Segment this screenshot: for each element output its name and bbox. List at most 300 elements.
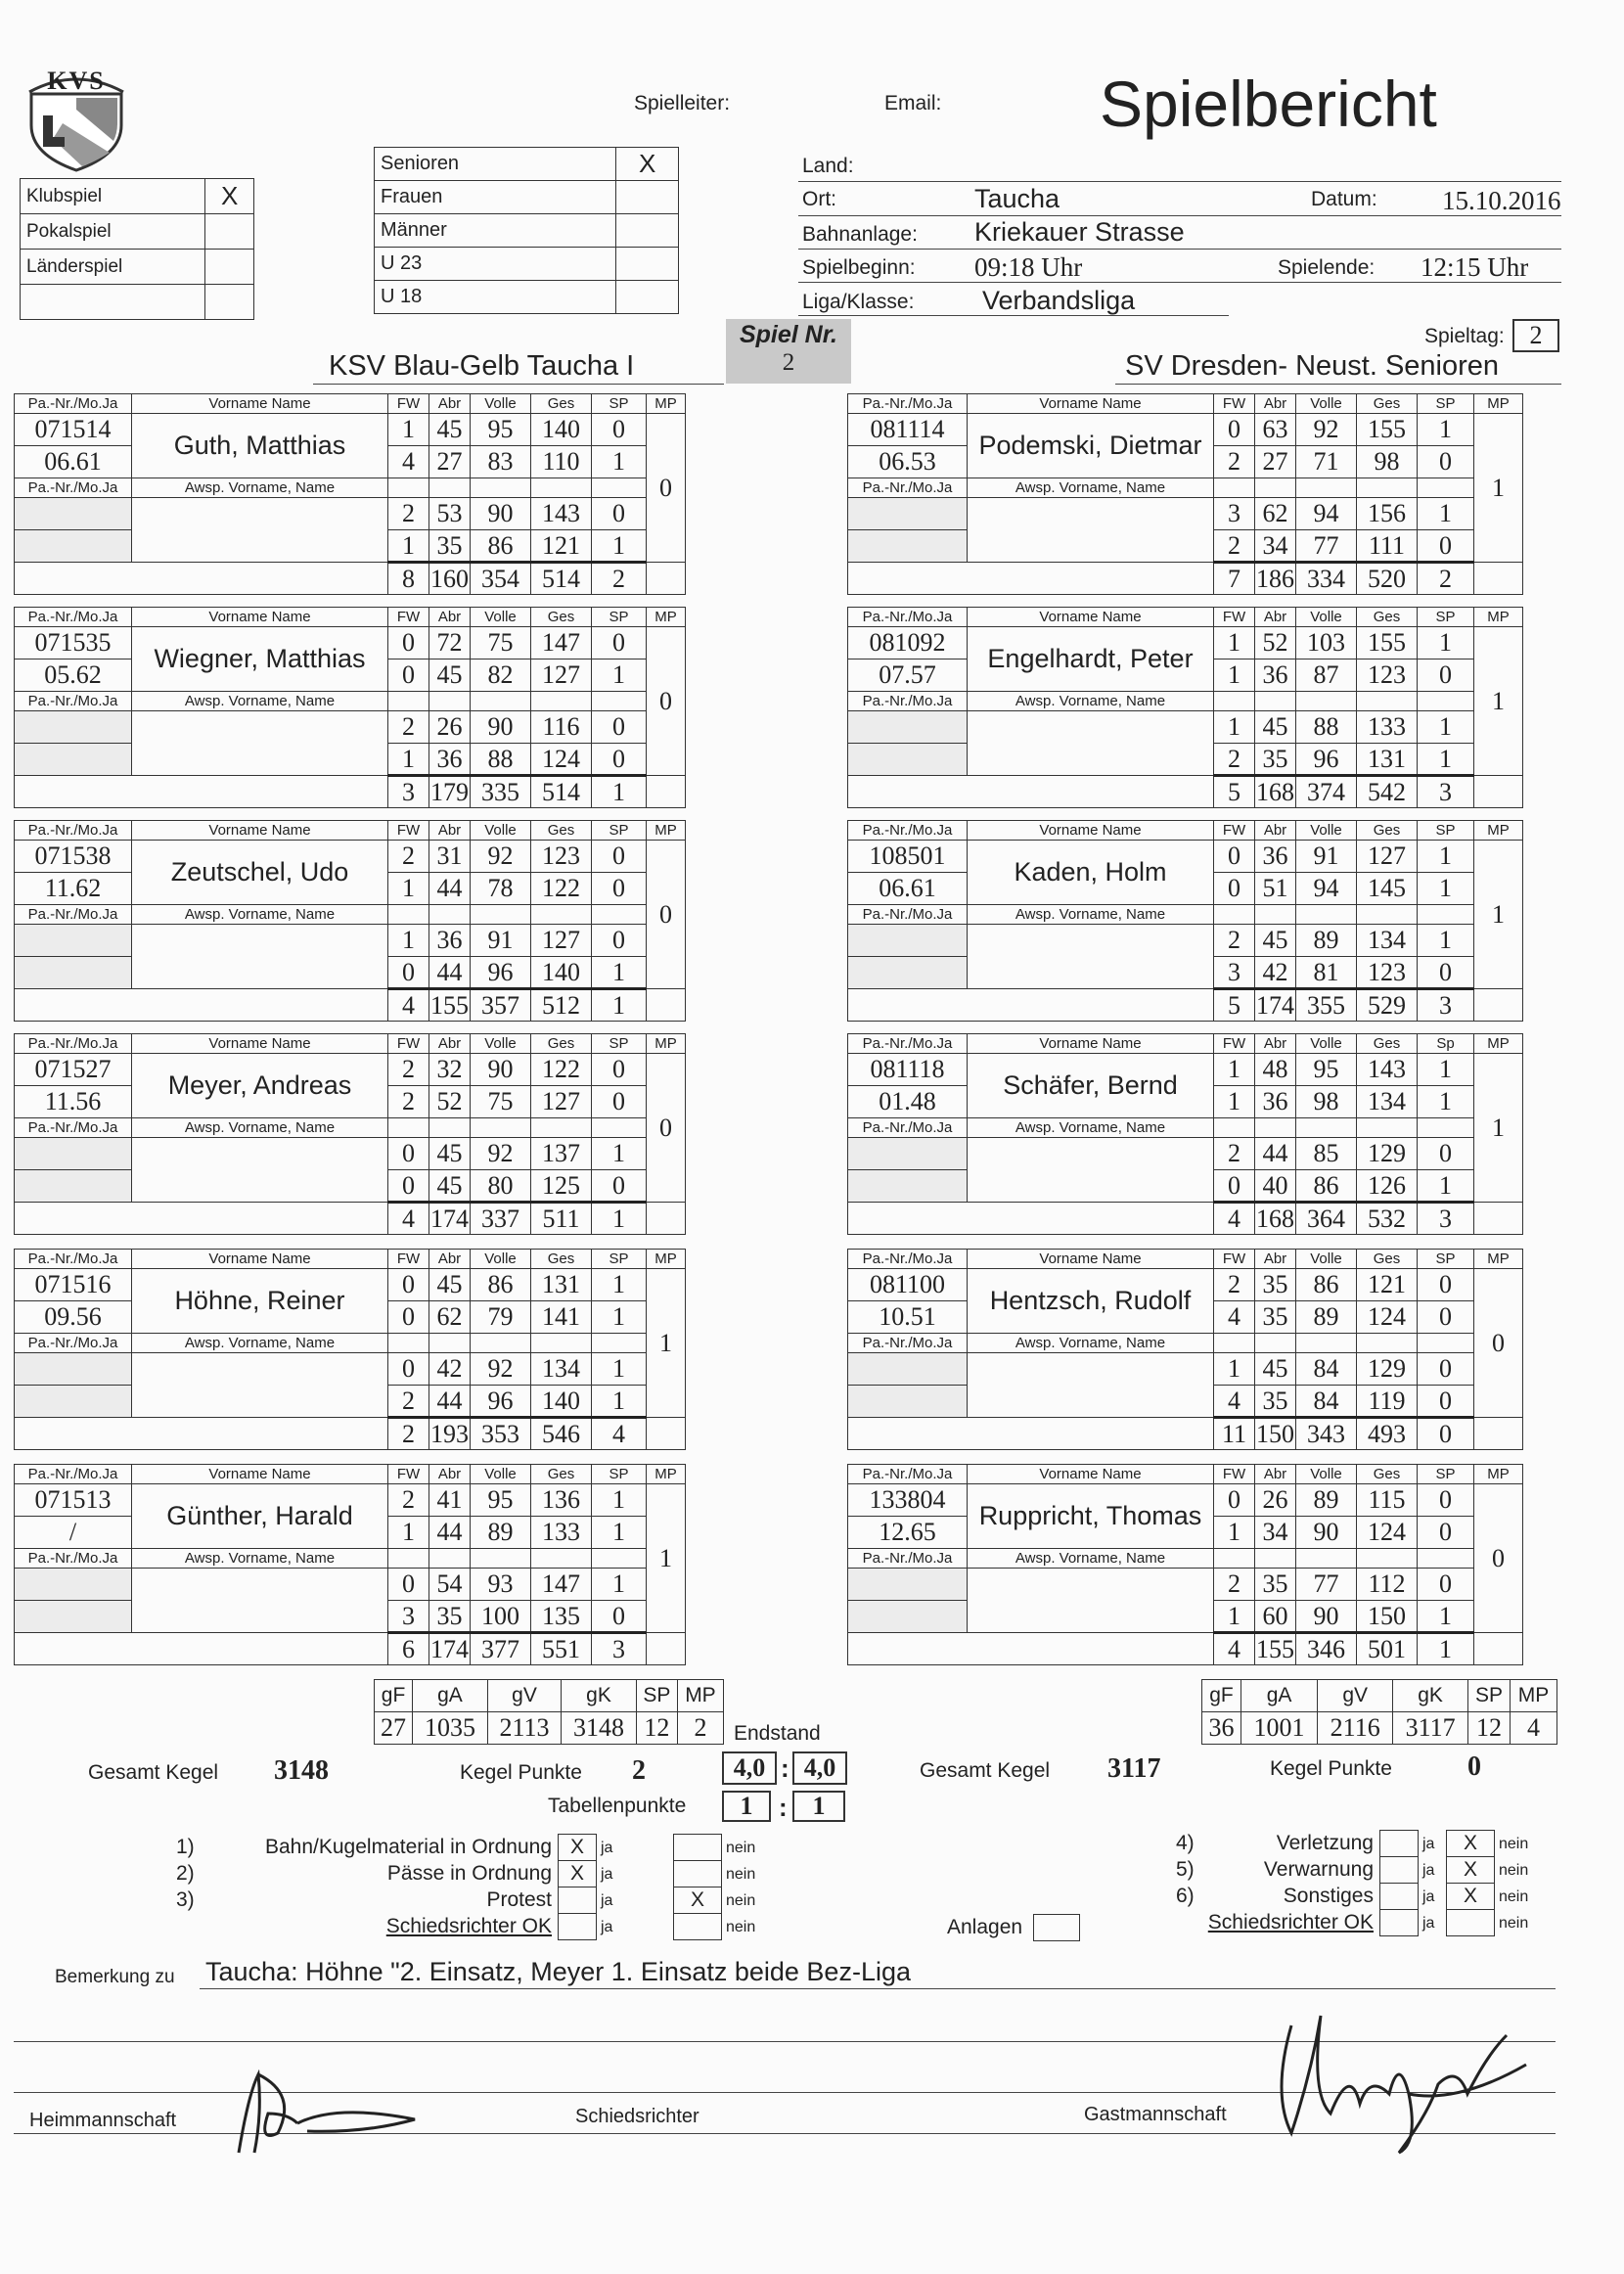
- awsp-header: Awsp. Vorname, Name: [132, 1118, 388, 1138]
- score-cell: 90: [1296, 1601, 1357, 1633]
- total-cell: 520: [1357, 563, 1418, 595]
- mp-header: MP: [647, 1465, 686, 1484]
- score-cell: 1: [592, 1138, 647, 1170]
- category-row: [375, 281, 679, 314]
- score-cell: 51: [1255, 873, 1296, 905]
- total-row: [848, 776, 1523, 808]
- match-point: 1: [647, 1269, 686, 1418]
- nein-checkbox[interactable]: X: [673, 1887, 722, 1914]
- birth-date: 06.61: [15, 446, 132, 478]
- abr-header: Abr: [1255, 1034, 1296, 1054]
- score-cell: 141: [531, 1301, 592, 1334]
- name-header: Vorname Name: [968, 1465, 1214, 1484]
- game-type-row: [21, 250, 254, 285]
- bahn-value: Kriekauer Strasse: [974, 217, 1185, 247]
- name-header: Vorname Name: [968, 394, 1214, 414]
- substitute-header-row: [15, 1549, 686, 1569]
- empty-cell: [1255, 1118, 1296, 1138]
- empty-cell: [592, 1118, 647, 1138]
- sum-header: gF: [375, 1680, 413, 1712]
- ort-label: Ort:: [802, 188, 836, 210]
- ges-header: Ges: [531, 394, 592, 414]
- total-cell: 343: [1296, 1418, 1357, 1450]
- sum-value: 2: [677, 1712, 723, 1745]
- fw-header: FW: [388, 1034, 429, 1054]
- player-name: Wiegner, Matthias: [132, 627, 388, 692]
- name-header: Vorname Name: [968, 1250, 1214, 1269]
- fw-header: FW: [1214, 608, 1255, 627]
- score-cell: 0: [592, 841, 647, 873]
- player-name: Guth, Matthias: [132, 414, 388, 478]
- substitute-pass: [15, 1601, 132, 1633]
- score-cell: 52: [1255, 627, 1296, 659]
- awsp-header: Awsp. Vorname, Name: [968, 478, 1214, 498]
- score-cell: 1: [1418, 841, 1474, 873]
- away-team-line: [1115, 384, 1561, 385]
- score-cell: 124: [531, 744, 592, 776]
- ja-checkbox[interactable]: [1379, 1830, 1419, 1857]
- total-cell: 334: [1296, 563, 1357, 595]
- empty-cell: [1357, 478, 1418, 498]
- score-cell: 0: [388, 1170, 429, 1203]
- match-point: 0: [647, 1054, 686, 1203]
- score-row: [15, 1138, 686, 1170]
- substitute-header-row: [848, 478, 1523, 498]
- spielnr-value: 2: [782, 349, 795, 376]
- pass-header: Pa.-Nr./Mo.Ja: [15, 1334, 132, 1353]
- score-cell: 34: [1255, 530, 1296, 563]
- abr-header: Abr: [429, 1250, 471, 1269]
- score-row: [848, 1054, 1523, 1086]
- total-cell: 4: [1214, 1203, 1255, 1235]
- check-label: Schiedsrichter OK: [1207, 1911, 1374, 1933]
- ges-header: Ges: [1357, 821, 1418, 841]
- total-cell: 346: [1296, 1633, 1357, 1665]
- score-cell: 85: [1296, 1138, 1357, 1170]
- home-gesamt-value: 3148: [274, 1755, 329, 1786]
- score-cell: 127: [531, 925, 592, 957]
- empty-cell: [1418, 1549, 1474, 1569]
- total-cell: 8: [388, 563, 429, 595]
- match-point: 1: [647, 1484, 686, 1633]
- nein-checkbox[interactable]: [673, 1913, 722, 1940]
- score-cell: 35: [429, 530, 471, 563]
- ges-header: Ges: [1357, 1250, 1418, 1269]
- score-cell: 4: [1214, 1301, 1255, 1334]
- datum-label: Datum:: [1311, 188, 1377, 210]
- abr-header: Abr: [429, 1465, 471, 1484]
- player-name: Zeutschel, Udo: [132, 841, 388, 905]
- category-label: Frauen: [375, 181, 616, 214]
- score-cell: 133: [1357, 711, 1418, 744]
- score-cell: 1: [1214, 1086, 1255, 1118]
- name-header: Vorname Name: [968, 608, 1214, 627]
- score-cell: 35: [1255, 1301, 1296, 1334]
- score-cell: 127: [1357, 841, 1418, 873]
- total-cell: 150: [1256, 1419, 1294, 1448]
- mp-header: MP: [1474, 1250, 1523, 1269]
- check-label: Schiedsrichter OK: [385, 1915, 552, 1937]
- awsp-header: Awsp. Vorname, Name: [968, 1334, 1214, 1353]
- check-label: Protest: [486, 1888, 552, 1911]
- category-mark: [616, 281, 679, 314]
- pass-header: Pa.-Nr./Mo.Ja: [848, 1250, 968, 1269]
- referee-signature-label: Schiedsrichter: [575, 2106, 699, 2127]
- empty-cell: [1418, 478, 1474, 498]
- ja-checkbox[interactable]: [1379, 1909, 1419, 1936]
- empty-cell: [592, 905, 647, 925]
- ja-checkbox[interactable]: [1379, 1856, 1419, 1884]
- volle-header: Volle: [471, 1250, 531, 1269]
- awsp-header: Awsp. Vorname, Name: [132, 1334, 388, 1353]
- nein-checkbox[interactable]: [673, 1860, 722, 1887]
- pass-header: Pa.-Nr./Mo.Ja: [848, 1034, 968, 1054]
- score-cell: 77: [1296, 530, 1357, 563]
- empty-cell: [1214, 1118, 1255, 1138]
- substitute-name: [968, 498, 1214, 563]
- total-cell: 377: [471, 1633, 531, 1665]
- score-cell: 1: [592, 659, 647, 692]
- score-row: [15, 1484, 686, 1517]
- substitute-pass: [848, 1601, 968, 1633]
- score-row: [15, 1353, 686, 1386]
- score-cell: 137: [531, 1138, 592, 1170]
- score-cell: 112: [1357, 1569, 1418, 1601]
- beginn-value: 09:18 Uhr: [974, 252, 1083, 282]
- category-mark: [616, 214, 679, 248]
- empty-cell: [1255, 478, 1296, 498]
- empty-cell: [1418, 905, 1474, 925]
- substitute-pass: [15, 1569, 132, 1601]
- abr-header: Abr: [1255, 394, 1296, 414]
- player-name: Hentzsch, Rudolf: [968, 1269, 1214, 1334]
- ja-checkbox[interactable]: [558, 1913, 597, 1940]
- awsp-header: Awsp. Vorname, Name: [132, 1549, 388, 1569]
- score-cell: 45: [429, 1170, 471, 1203]
- tabellen-away: 1: [792, 1791, 845, 1822]
- total-cell: 4: [388, 989, 429, 1022]
- ja-checkbox[interactable]: [558, 1887, 597, 1914]
- score-cell: 45: [1255, 711, 1296, 744]
- pass-header: Pa.-Nr./Mo.Ja: [848, 1334, 968, 1353]
- pass-number: 071538: [15, 841, 132, 873]
- fw-header: FW: [1214, 1250, 1255, 1269]
- check-label: Verletzung: [1276, 1832, 1374, 1854]
- sp-header: SP: [592, 1034, 647, 1054]
- player-name: Kaden, Holm: [968, 841, 1214, 905]
- sum-header: gV: [487, 1680, 561, 1712]
- score-cell: 98: [1296, 1086, 1357, 1118]
- total-cell: 2: [592, 563, 647, 595]
- score-cell: 44: [429, 957, 471, 989]
- birth-date: 11.62: [15, 873, 132, 905]
- away-punkte-label: Kegel Punkte: [1270, 1757, 1392, 1780]
- score-cell: 75: [471, 1086, 531, 1118]
- category-mark: [616, 248, 679, 281]
- ja-label: ja: [1422, 1862, 1435, 1879]
- score-cell: 1: [1418, 1054, 1474, 1086]
- sum-value: 12: [1468, 1712, 1511, 1745]
- sp-header: SP: [592, 1250, 647, 1269]
- pass-number: 071527: [15, 1054, 132, 1086]
- sp-header: SP: [592, 1465, 647, 1484]
- score-cell: 91: [1296, 841, 1357, 873]
- score-cell: 1: [1214, 711, 1255, 744]
- score-cell: 0: [388, 659, 429, 692]
- check-number: 5): [1176, 1858, 1195, 1881]
- away-player-table: [847, 607, 1523, 808]
- empty-cell: [1357, 905, 1418, 925]
- substitute-name: [132, 498, 388, 563]
- substitute-name: [968, 1569, 1214, 1633]
- away-player-table: [847, 1464, 1523, 1665]
- empty-cell: [471, 905, 531, 925]
- name-header: Vorname Name: [968, 821, 1214, 841]
- score-cell: 1: [1418, 1170, 1474, 1203]
- score-cell: 136: [531, 1484, 592, 1517]
- fw-header: FW: [388, 608, 429, 627]
- substitute-name: [132, 1569, 388, 1633]
- player-name: Meyer, Andreas: [132, 1054, 388, 1118]
- score-cell: 52: [429, 1086, 471, 1118]
- score-cell: 124: [1357, 1301, 1418, 1334]
- away-gesamt-label: Gesamt Kegel: [920, 1759, 1051, 1782]
- check-number: 4): [1176, 1832, 1195, 1854]
- sp-header: SP: [1418, 608, 1474, 627]
- home-player-table: [14, 393, 686, 595]
- score-cell: 82: [471, 659, 531, 692]
- check-label: Bahn/Kugelmaterial in Ordnung: [264, 1836, 552, 1858]
- home-punkte-label: Kegel Punkte: [460, 1761, 582, 1784]
- match-point: 1: [1474, 627, 1523, 776]
- total-mp-empty: [1474, 776, 1523, 808]
- substitute-pass: [15, 1138, 132, 1170]
- score-cell: 0: [1418, 1301, 1474, 1334]
- score-cell: 45: [429, 1138, 471, 1170]
- home-punkte-value: 2: [632, 1755, 646, 1786]
- score-cell: 0: [388, 1353, 429, 1386]
- score-cell: 98: [1357, 446, 1418, 478]
- empty-cell: [531, 692, 592, 711]
- total-cell: 174: [430, 1204, 469, 1233]
- score-cell: 62: [429, 1301, 471, 1334]
- ja-checkbox[interactable]: [1379, 1883, 1419, 1910]
- score-cell: 78: [471, 873, 531, 905]
- substitute-pass: [15, 957, 132, 989]
- mp-header: MP: [647, 608, 686, 627]
- away-punkte-value: 0: [1467, 1751, 1481, 1782]
- total-cell: 1: [1418, 1633, 1474, 1665]
- check-number: 1): [176, 1836, 195, 1858]
- total-spacer: [848, 776, 1214, 808]
- birth-date: 11.56: [15, 1086, 132, 1118]
- bahn-label: Bahnanlage:: [802, 223, 918, 246]
- nein-checkbox[interactable]: [1446, 1909, 1495, 1936]
- sum-header: gV: [1318, 1680, 1393, 1712]
- score-cell: 1: [1418, 925, 1474, 957]
- tabellen-home: 1: [722, 1791, 771, 1822]
- nein-checkbox[interactable]: X: [1446, 1883, 1495, 1910]
- email-label: Email:: [884, 92, 942, 114]
- anlagen-label: Anlagen: [947, 1916, 1023, 1938]
- score-cell: 41: [429, 1484, 471, 1517]
- mp-header: MP: [647, 1034, 686, 1054]
- substitute-pass: [848, 711, 968, 744]
- volle-header: Volle: [1296, 1250, 1357, 1269]
- nein-checkbox[interactable]: [673, 1834, 722, 1861]
- score-cell: 1: [388, 530, 429, 563]
- nein-checkbox[interactable]: X: [1446, 1856, 1495, 1884]
- score-cell: 35: [1255, 744, 1296, 776]
- score-row: [848, 498, 1523, 530]
- score-cell: 140: [531, 414, 592, 446]
- total-cell: 493: [1357, 1418, 1418, 1450]
- volle-header: Volle: [1296, 1034, 1357, 1054]
- beginn-line: [798, 282, 1561, 283]
- score-cell: 0: [592, 1170, 647, 1203]
- score-cell: 1: [1418, 711, 1474, 744]
- total-cell: 4: [1214, 1633, 1255, 1665]
- total-row: [15, 1203, 686, 1235]
- empty-cell: [1255, 905, 1296, 925]
- score-cell: 36: [1255, 1086, 1296, 1118]
- score-cell: 26: [1255, 1484, 1296, 1517]
- empty-cell: [1357, 1334, 1418, 1353]
- score-cell: 2: [1214, 744, 1255, 776]
- score-row: [15, 1054, 686, 1086]
- total-cell: 3: [592, 1633, 647, 1665]
- score-cell: 44: [1255, 1138, 1296, 1170]
- empty-cell: [1418, 1118, 1474, 1138]
- score-row: [15, 498, 686, 530]
- nein-checkbox[interactable]: X: [1446, 1830, 1495, 1857]
- ja-checkbox[interactable]: X: [558, 1860, 597, 1887]
- sum-header: SP: [1468, 1680, 1511, 1712]
- abr-header: Abr: [1255, 1250, 1296, 1269]
- empty-cell: [1296, 1118, 1357, 1138]
- mp-header: MP: [1474, 1465, 1523, 1484]
- score-cell: 1: [1418, 1086, 1474, 1118]
- pass-header: Pa.-Nr./Mo.Ja: [15, 394, 132, 414]
- player-name: Günther, Harald: [132, 1484, 388, 1549]
- mp-header: MP: [647, 394, 686, 414]
- pass-number: 071535: [15, 627, 132, 659]
- empty-cell: [429, 692, 471, 711]
- total-cell: 542: [1357, 776, 1418, 808]
- ja-checkbox[interactable]: X: [558, 1834, 597, 1861]
- match-point: 0: [647, 414, 686, 563]
- substitute-name: [968, 1353, 1214, 1418]
- total-mp-empty: [647, 989, 686, 1022]
- endstand-home: 4,0: [722, 1751, 777, 1785]
- mp-header: MP: [1474, 1034, 1523, 1054]
- total-mp-empty: [647, 1418, 686, 1450]
- fw-header: FW: [1214, 821, 1255, 841]
- page-title: Spielbericht: [1100, 68, 1437, 140]
- category-label: U 18: [375, 281, 616, 314]
- volle-header: Volle: [471, 608, 531, 627]
- volle-header: Volle: [471, 394, 531, 414]
- sum-value: 1035: [413, 1712, 488, 1745]
- score-cell: 147: [531, 1569, 592, 1601]
- score-cell: 45: [1255, 1353, 1296, 1386]
- substitute-header-row: [15, 1118, 686, 1138]
- score-cell: 122: [531, 873, 592, 905]
- total-cell: 337: [471, 1203, 531, 1235]
- pass-number: 071514: [15, 414, 132, 446]
- score-cell: 135: [531, 1601, 592, 1633]
- category-mark: X: [616, 148, 679, 181]
- match-point: 0: [1474, 1269, 1523, 1418]
- volle-header: Volle: [1296, 608, 1357, 627]
- score-cell: 0: [592, 414, 647, 446]
- birth-date: 10.51: [848, 1301, 968, 1334]
- empty-cell: [592, 1334, 647, 1353]
- score-row: [848, 711, 1523, 744]
- anlagen-checkbox[interactable]: [1033, 1914, 1080, 1941]
- score-cell: 124: [1357, 1517, 1418, 1549]
- empty-cell: [388, 692, 429, 711]
- substitute-pass: [848, 1386, 968, 1418]
- name-header: Vorname Name: [968, 1034, 1214, 1054]
- score-row: [848, 1484, 1523, 1517]
- birth-date: 09.56: [15, 1301, 132, 1334]
- name-header: Vorname Name: [132, 608, 388, 627]
- total-mp-empty: [647, 563, 686, 595]
- total-cell: 5: [1214, 776, 1255, 808]
- ges-header: Ges: [531, 821, 592, 841]
- score-cell: 86: [471, 530, 531, 563]
- pass-header: Pa.-Nr./Mo.Ja: [848, 1465, 968, 1484]
- ges-header: Ges: [1357, 608, 1418, 627]
- score-cell: 45: [1255, 925, 1296, 957]
- ende-value: 12:15 Uhr: [1421, 252, 1529, 282]
- sum-value: 12: [636, 1712, 677, 1745]
- total-cell: 374: [1296, 776, 1357, 808]
- score-cell: 95: [471, 1484, 531, 1517]
- score-cell: 60: [1255, 1601, 1296, 1633]
- score-cell: 2: [388, 1086, 429, 1118]
- score-cell: 36: [1255, 659, 1296, 692]
- score-cell: 2: [1214, 1269, 1255, 1301]
- total-cell: 3: [1418, 989, 1474, 1022]
- total-row: [15, 1633, 686, 1665]
- score-cell: 1: [388, 925, 429, 957]
- score-cell: 92: [471, 1353, 531, 1386]
- total-row: [848, 1633, 1523, 1665]
- ja-label: ja: [1422, 1888, 1435, 1905]
- pass-number: 108501: [848, 841, 968, 873]
- mp-header: MP: [1474, 394, 1523, 414]
- score-cell: 1: [388, 1517, 429, 1549]
- total-mp-empty: [1474, 1203, 1523, 1235]
- total-cell: 1: [592, 989, 647, 1022]
- score-cell: 156: [1357, 498, 1418, 530]
- pass-header: Pa.-Nr./Mo.Ja: [15, 1250, 132, 1269]
- score-cell: 145: [1357, 873, 1418, 905]
- spielnr-label: Spiel Nr.: [739, 321, 838, 348]
- total-row: [15, 563, 686, 595]
- score-row: [15, 1569, 686, 1601]
- guest-signature: [1262, 1996, 1536, 2162]
- header-row: [848, 1250, 1523, 1269]
- ja-label: ja: [1422, 1836, 1435, 1852]
- score-cell: 143: [1357, 1054, 1418, 1086]
- name-header: Vorname Name: [132, 821, 388, 841]
- score-cell: 0: [1418, 1353, 1474, 1386]
- score-cell: 42: [1255, 957, 1296, 989]
- empty-cell: [1296, 692, 1357, 711]
